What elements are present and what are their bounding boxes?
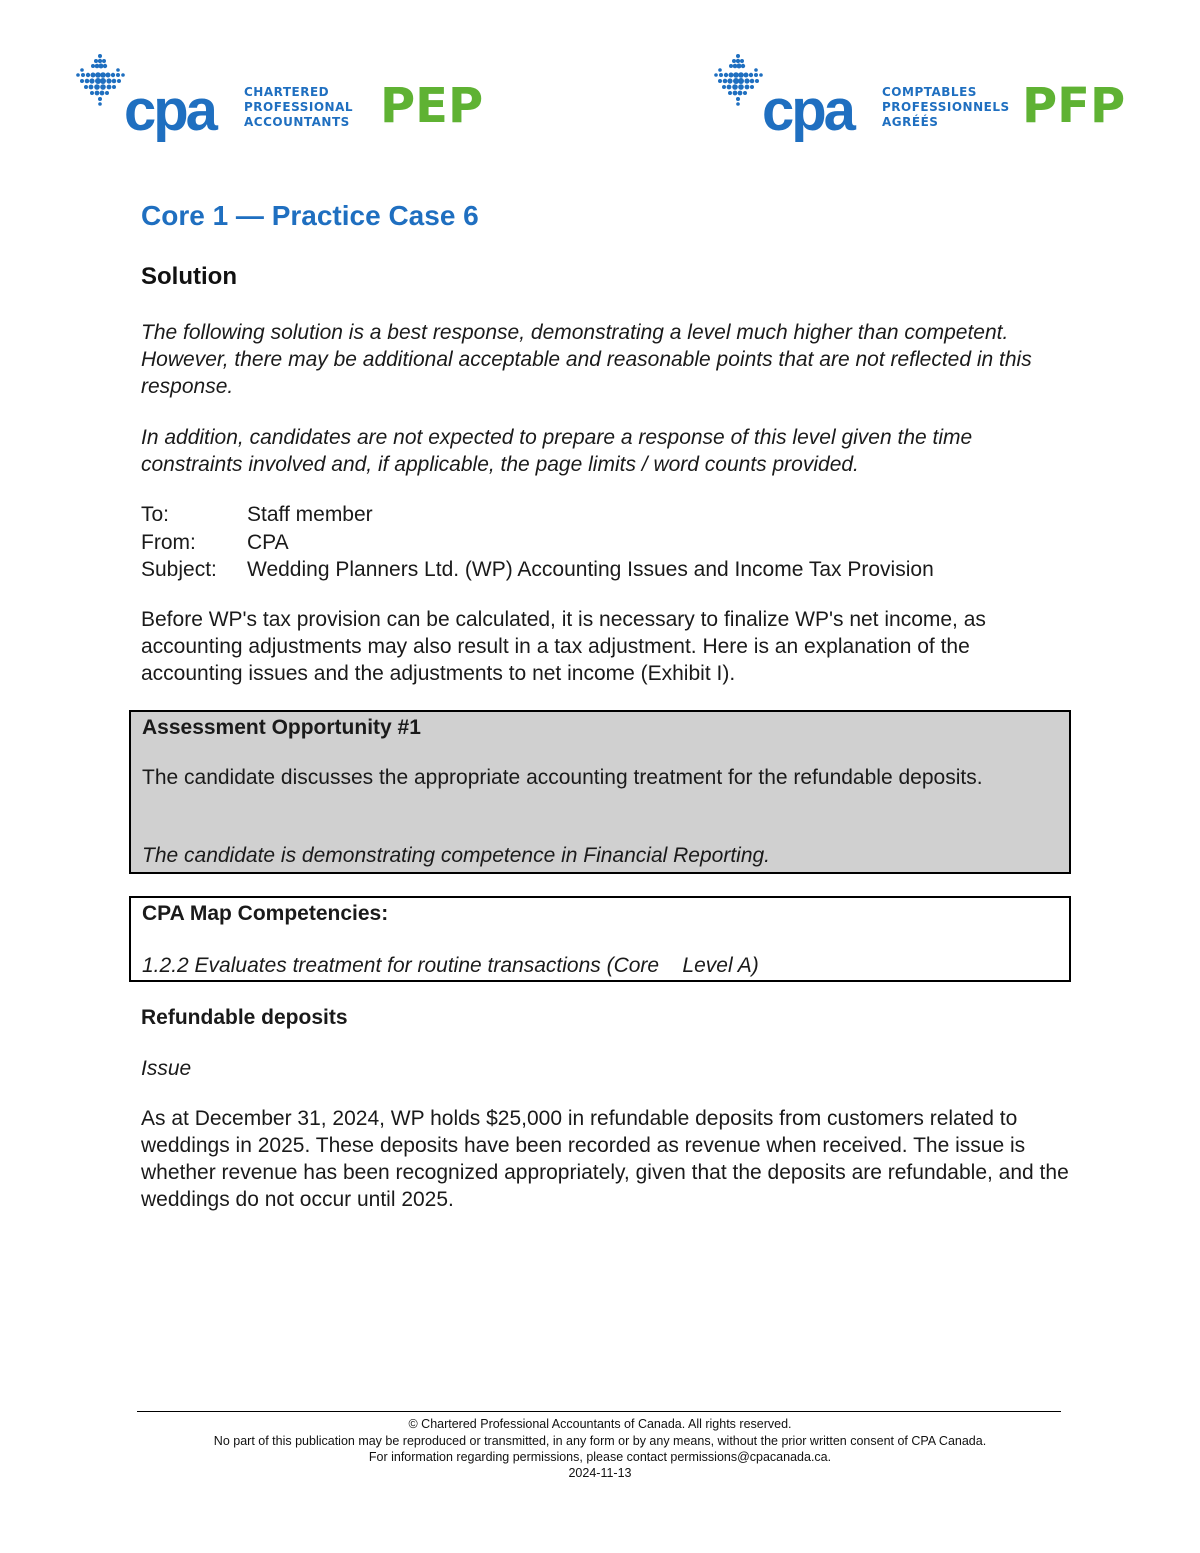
organization-name [244, 85, 353, 130]
memo-subject-value: Wedding Planners Ltd. (WP) Accounting Issues and Income Tax Provision [247, 558, 934, 581]
intro-paragraph-2: In addition, candidates are not expected to prepare a response of this level given the time constraints involved and, if applicable, the page limits / word counts provided. [141, 426, 973, 476]
assessment-opportunity-box [129, 710, 1071, 874]
page-title: Core 1 — Practice Case 6 [141, 200, 479, 231]
organization-name [882, 85, 1010, 130]
org-line-3: ACCOUNTANTS [244, 115, 350, 129]
maple-leaf-dots-icon [72, 52, 128, 114]
cpa-wordmark: cpa [762, 78, 853, 143]
footer-permissions: For information regarding permissions, please contact permissions@cpacanada.ca. [368, 1450, 832, 1464]
cpa-wordmark: cpa [124, 78, 215, 143]
memo-from-value: CPA [247, 530, 289, 554]
footer-divider [137, 1411, 1061, 1412]
map-heading: CPA Map Competencies: [142, 902, 389, 925]
memo-from-row [141, 529, 1071, 557]
cpa-logo-french [710, 52, 1140, 142]
org-line-2: PROFESSIONNELS [882, 100, 1010, 114]
org-line-2: PROFESSIONAL [244, 100, 354, 114]
org-line-3: AGRÉÉS [882, 115, 939, 129]
program-acronym: PEP [380, 78, 484, 134]
memo-header [141, 501, 1071, 584]
footer-notice: No part of this publication may be reproduced or transmitted, in any form or by any means, without the prior written consent of CPA Canada. [213, 1434, 987, 1448]
issue-label: Issue [141, 1057, 192, 1080]
memo-from-label: From: [141, 530, 196, 554]
footer-copyright: © Chartered Professional Accountants of Canada. All rights reserved. [408, 1417, 792, 1431]
assessment-text: The candidate discusses the appropriate accounting treatment for the refundable deposits. [142, 766, 983, 789]
section-heading: Refundable deposits [141, 1006, 348, 1029]
intro-paragraph-1: The following solution is a best response, demonstrating a level much higher than competent. However, there may be additional acceptable and reasonable points that are not reflected in this response. [141, 321, 1032, 398]
maple-leaf-dots-icon [710, 52, 766, 114]
memo-to-value: Staff member [247, 503, 373, 526]
assessment-heading: Assessment Opportunity #1 [142, 716, 421, 739]
memo-subject-label: Subject: [141, 558, 217, 581]
body-paragraph-2: As at December 31, 2024, WP holds $25,000 in refundable deposits from customers related to weddings in 2025. These deposits have been recorded as revenue when received. The issue is whether revenue has been recognized appropriately, given that the deposits are refundable, and the weddings do not occur until 2025. [141, 1107, 1069, 1211]
assessment-competence: The candidate is demonstrating competence in Financial Reporting. [142, 844, 771, 867]
memo-subject-row [141, 556, 1071, 584]
solution-heading: Solution [141, 263, 237, 290]
body-paragraph-1: Before WP's tax provision can be calculated, it is necessary to finalize WP's net income, as accounting adjustments may also result in a tax adjustment. Here is an explanation of the accounting issues and the adjustments to net income (Exhibit I). [141, 608, 986, 685]
cpa-map-competencies-box [129, 896, 1071, 982]
map-competency-item: 1.2.2 Evaluates treatment for routine transactions (Core Level A) [142, 954, 759, 977]
footer-date: 2024-11-13 [568, 1466, 632, 1480]
memo-to-row [141, 501, 1071, 529]
program-acronym: PFP [1022, 78, 1126, 134]
org-line-1: CHARTERED [244, 85, 330, 99]
cpa-logo-english [72, 52, 502, 142]
memo-to-label: To: [141, 503, 170, 526]
org-line-1: COMPTABLES [882, 85, 977, 99]
